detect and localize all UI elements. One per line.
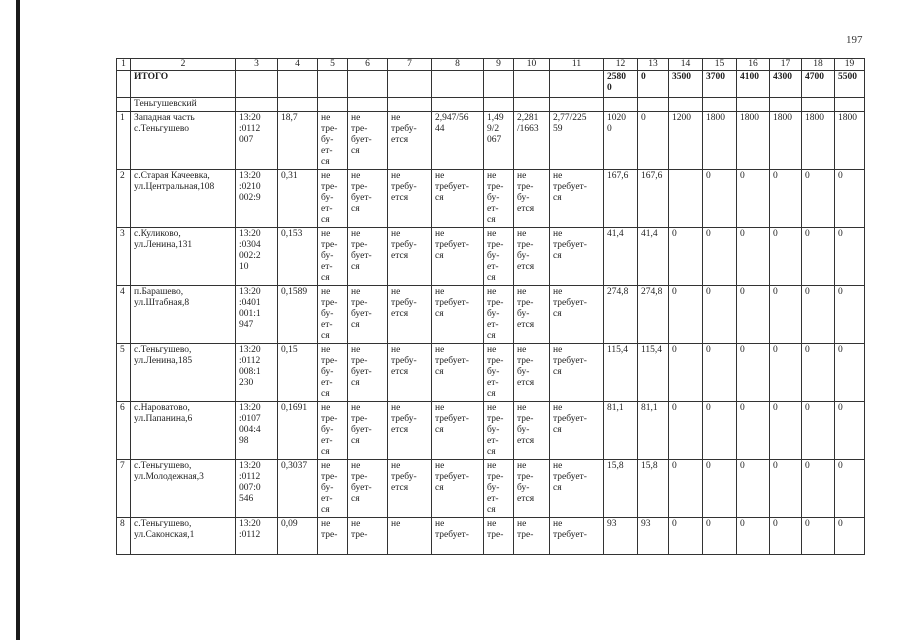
column-number: 2 <box>131 59 236 71</box>
amount-cell: 1020 0 <box>604 112 638 170</box>
amount-cell: 274,8 <box>604 286 638 344</box>
year-value: 0 <box>737 518 770 555</box>
year-value: 0 <box>770 344 802 402</box>
req-cell: не тре- бу- ет- ся <box>318 402 348 460</box>
amount-cell: 274,8 <box>638 286 669 344</box>
year-value: 0 <box>669 344 703 402</box>
section-cell-blank <box>550 98 604 112</box>
area-value: 0,15 <box>278 344 318 402</box>
cadastre-number: 13:20 :0210 002:9 <box>236 170 278 228</box>
column-number: 12 <box>604 59 638 71</box>
year-value: 0 <box>737 170 770 228</box>
value-cell: не требует- ся <box>432 286 484 344</box>
year-value: 0 <box>737 460 770 518</box>
year-value: 0 <box>802 518 835 555</box>
amount-cell: 93 <box>638 518 669 555</box>
req-cell: не тре- <box>348 518 388 555</box>
year-value: 0 <box>737 228 770 286</box>
year-value: 0 <box>770 402 802 460</box>
table-row <box>117 460 865 518</box>
req-cell: 1,49 9/2 067 <box>484 112 514 170</box>
req-cell: не тре- бует- ся <box>348 402 388 460</box>
data-table <box>116 58 865 555</box>
row-number: 3 <box>117 228 131 286</box>
section-cell-blank <box>703 98 737 112</box>
total-cell-blank <box>236 71 278 98</box>
column-number: 18 <box>802 59 835 71</box>
document-sheet <box>116 58 865 555</box>
table-body <box>117 59 865 555</box>
total-cell-blank <box>388 71 432 98</box>
value-cell: не требует- ся <box>432 228 484 286</box>
year-value: 0 <box>669 228 703 286</box>
cadastre-number: 13:20 :0401 001:1 947 <box>236 286 278 344</box>
location-name: с.Старая Качеевка, ул.Центральная,108 <box>131 170 236 228</box>
total-value: 4300 <box>770 71 802 98</box>
req-cell: не тре- бу- ет- ся <box>484 286 514 344</box>
req-cell: не требу- ется <box>388 460 432 518</box>
value-cell: не требует- ся <box>550 460 604 518</box>
year-value: 1800 <box>737 112 770 170</box>
row-number: 8 <box>117 518 131 555</box>
row-number: 5 <box>117 344 131 402</box>
year-value: 0 <box>770 286 802 344</box>
year-value: 0 <box>669 460 703 518</box>
cadastre-number: 13:20 :0107 004:4 98 <box>236 402 278 460</box>
section-cell-blank <box>117 98 131 112</box>
value-cell: не требует- ся <box>550 286 604 344</box>
section-cell-blank <box>318 98 348 112</box>
req-cell: не требу- ется <box>388 228 432 286</box>
section-row <box>117 98 865 112</box>
year-value: 0 <box>802 460 835 518</box>
area-value: 0,1691 <box>278 402 318 460</box>
value-cell: не требует- ся <box>550 228 604 286</box>
total-value: 3500 <box>669 71 703 98</box>
column-number-row <box>117 59 865 71</box>
req-cell: не требу- ется <box>388 286 432 344</box>
total-value: 2580 0 <box>604 71 638 98</box>
req-cell: не тре- <box>514 518 550 555</box>
cadastre-number: 13:20 :0112 <box>236 518 278 555</box>
req-cell: не тре- бу- ется <box>514 460 550 518</box>
row-number: 4 <box>117 286 131 344</box>
req-cell: не тре- бу- ет- ся <box>484 402 514 460</box>
column-number: 13 <box>638 59 669 71</box>
value-cell: не требует- ся <box>432 460 484 518</box>
year-value: 0 <box>835 460 865 518</box>
area-value: 0,31 <box>278 170 318 228</box>
section-cell-blank <box>802 98 835 112</box>
row-number: 6 <box>117 402 131 460</box>
amount-cell: 115,4 <box>638 344 669 402</box>
location-name: с.Теньгушево, ул.Саконская,1 <box>131 518 236 555</box>
year-value: 0 <box>703 228 737 286</box>
total-cell-blank <box>432 71 484 98</box>
column-number: 17 <box>770 59 802 71</box>
amount-cell: 115,4 <box>604 344 638 402</box>
req-cell: не тре- бу- ется <box>514 344 550 402</box>
location-name: п.Барашево, ул.Штабная,8 <box>131 286 236 344</box>
value-cell: не требует- ся <box>550 170 604 228</box>
req-cell: не тре- бу- ет- ся <box>318 170 348 228</box>
year-value: 0 <box>703 460 737 518</box>
area-value: 0,153 <box>278 228 318 286</box>
page-number: 197 <box>846 34 863 46</box>
section-cell-blank <box>604 98 638 112</box>
column-number: 15 <box>703 59 737 71</box>
cadastre-number: 13:20 :0112 007 <box>236 112 278 170</box>
req-cell: не тре- бу- ет- ся <box>484 228 514 286</box>
value-cell: не требует- ся <box>432 344 484 402</box>
year-value: 1800 <box>835 112 865 170</box>
total-value: 4100 <box>737 71 770 98</box>
row-number: 7 <box>117 460 131 518</box>
year-value: 1800 <box>770 112 802 170</box>
section-cell-blank <box>770 98 802 112</box>
year-value: 0 <box>835 286 865 344</box>
year-value: 0 <box>770 170 802 228</box>
total-row <box>117 71 865 98</box>
year-value: 0 <box>835 344 865 402</box>
amount-cell: 15,8 <box>604 460 638 518</box>
year-value: 0 <box>703 344 737 402</box>
section-cell-blank <box>669 98 703 112</box>
table-row <box>117 228 865 286</box>
req-cell: не тре- бу- ет- ся <box>318 286 348 344</box>
column-number: 11 <box>550 59 604 71</box>
req-cell: не тре- бу- ет- ся <box>484 344 514 402</box>
page-edge-bar <box>16 0 20 640</box>
total-cell-blank <box>348 71 388 98</box>
total-cell-blank <box>278 71 318 98</box>
year-value: 0 <box>802 344 835 402</box>
column-number: 16 <box>737 59 770 71</box>
total-label: ИТОГО <box>131 71 236 98</box>
req-cell: 2,281 /1663 <box>514 112 550 170</box>
column-number: 1 <box>117 59 131 71</box>
amount-cell: 81,1 <box>638 402 669 460</box>
req-cell: не тре- бу- ется <box>514 170 550 228</box>
req-cell: не тре- бу- ет- ся <box>318 228 348 286</box>
section-cell-blank <box>348 98 388 112</box>
total-cell-blank <box>117 71 131 98</box>
year-value: 0 <box>835 170 865 228</box>
row-number: 2 <box>117 170 131 228</box>
year-value: 0 <box>737 402 770 460</box>
year-value: 0 <box>669 402 703 460</box>
year-value: 0 <box>770 228 802 286</box>
req-cell: не тре- <box>484 518 514 555</box>
req-cell: не тре- бу- ется <box>514 228 550 286</box>
value-cell: не требует- <box>550 518 604 555</box>
column-number: 14 <box>669 59 703 71</box>
year-value: 0 <box>737 344 770 402</box>
table-row <box>117 518 865 555</box>
amount-cell: 81,1 <box>604 402 638 460</box>
column-number: 10 <box>514 59 550 71</box>
area-value: 18,7 <box>278 112 318 170</box>
column-number: 7 <box>388 59 432 71</box>
location-name: с.Куликово, ул.Ленина,131 <box>131 228 236 286</box>
req-cell: не тре- бу- ется <box>514 402 550 460</box>
section-cell-blank <box>484 98 514 112</box>
amount-cell: 41,4 <box>638 228 669 286</box>
section-label: Теньгушевский <box>131 98 236 112</box>
value-cell: не требует- ся <box>432 402 484 460</box>
req-cell: не тре- бу- ет- ся <box>318 112 348 170</box>
year-value: 1200 <box>669 112 703 170</box>
section-cell-blank <box>737 98 770 112</box>
year-value: 1800 <box>703 112 737 170</box>
cadastre-number: 13:20 :0112 008:1 230 <box>236 344 278 402</box>
total-value: 0 <box>638 71 669 98</box>
total-value: 5500 <box>835 71 865 98</box>
value-cell: 2,947/56 44 <box>432 112 484 170</box>
column-number: 3 <box>236 59 278 71</box>
year-value: 0 <box>835 518 865 555</box>
year-value: 0 <box>703 286 737 344</box>
req-cell: не тре- бу- ет- ся <box>484 170 514 228</box>
year-value: 0 <box>835 228 865 286</box>
year-value: 0 <box>669 286 703 344</box>
req-cell: не тре- бует- ся <box>348 344 388 402</box>
column-number: 5 <box>318 59 348 71</box>
amount-cell: 41,4 <box>604 228 638 286</box>
total-cell-blank <box>514 71 550 98</box>
location-name: Западная часть с.Теньгушево <box>131 112 236 170</box>
section-cell-blank <box>514 98 550 112</box>
req-cell: не тре- <box>318 518 348 555</box>
total-cell-blank <box>318 71 348 98</box>
table-row <box>117 170 865 228</box>
req-cell: не тре- бует- ся <box>348 112 388 170</box>
value-cell: не требует- <box>432 518 484 555</box>
total-cell-blank <box>484 71 514 98</box>
year-value: 0 <box>669 518 703 555</box>
total-value: 3700 <box>703 71 737 98</box>
req-cell: не <box>388 518 432 555</box>
section-cell-blank <box>388 98 432 112</box>
location-name: с.Теньгушево, ул.Ленина,185 <box>131 344 236 402</box>
year-value: 0 <box>802 402 835 460</box>
column-number: 19 <box>835 59 865 71</box>
table-row <box>117 286 865 344</box>
amount-cell: 167,6 <box>604 170 638 228</box>
req-cell: не тре- бу- ется <box>514 286 550 344</box>
amount-cell: 167,6 <box>638 170 669 228</box>
year-value: 0 <box>703 170 737 228</box>
area-value: 0,1589 <box>278 286 318 344</box>
column-number: 6 <box>348 59 388 71</box>
year-value: 0 <box>835 402 865 460</box>
value-cell: не требует- ся <box>550 344 604 402</box>
column-number: 9 <box>484 59 514 71</box>
req-cell: не требу- ется <box>388 170 432 228</box>
req-cell: не требу- ется <box>388 112 432 170</box>
value-cell: не требует- ся <box>432 170 484 228</box>
value-cell: не требует- ся <box>550 402 604 460</box>
total-value: 4700 <box>802 71 835 98</box>
amount-cell: 0 <box>638 112 669 170</box>
req-cell: не тре- бу- ет- ся <box>484 460 514 518</box>
year-value: 0 <box>802 228 835 286</box>
section-cell-blank <box>432 98 484 112</box>
req-cell: не требу- ется <box>388 402 432 460</box>
area-value: 0,09 <box>278 518 318 555</box>
req-cell: не тре- бует- ся <box>348 286 388 344</box>
section-cell-blank <box>236 98 278 112</box>
area-value: 0,3037 <box>278 460 318 518</box>
table-row <box>117 344 865 402</box>
amount-cell: 15,8 <box>638 460 669 518</box>
year-value: 0 <box>802 286 835 344</box>
req-cell: не тре- бует- ся <box>348 460 388 518</box>
year-value: 0 <box>770 518 802 555</box>
table-row <box>117 402 865 460</box>
location-name: с.Нароватово, ул.Папанина,6 <box>131 402 236 460</box>
section-cell-blank <box>835 98 865 112</box>
year-value: 0 <box>703 518 737 555</box>
year-value: 1800 <box>802 112 835 170</box>
year-value: 0 <box>770 460 802 518</box>
section-cell-blank <box>638 98 669 112</box>
table-row <box>117 112 865 170</box>
section-cell-blank <box>278 98 318 112</box>
value-cell: 2,77/225 59 <box>550 112 604 170</box>
column-number: 8 <box>432 59 484 71</box>
total-cell-blank <box>550 71 604 98</box>
year-value: 0 <box>737 286 770 344</box>
req-cell: не тре- бу- ет- ся <box>318 460 348 518</box>
cadastre-number: 13:20 :0112 007:0 546 <box>236 460 278 518</box>
req-cell: не тре- бует- ся <box>348 170 388 228</box>
req-cell: не тре- бу- ет- ся <box>318 344 348 402</box>
amount-cell: 93 <box>604 518 638 555</box>
row-number: 1 <box>117 112 131 170</box>
req-cell: не тре- бует- ся <box>348 228 388 286</box>
year-value: 0 <box>703 402 737 460</box>
req-cell: не требу- ется <box>388 344 432 402</box>
cadastre-number: 13:20 :0304 002:2 10 <box>236 228 278 286</box>
year-value: 0 <box>802 170 835 228</box>
column-number: 4 <box>278 59 318 71</box>
location-name: с.Теньгушево, ул.Молодежная,3 <box>131 460 236 518</box>
year-value <box>669 170 703 228</box>
